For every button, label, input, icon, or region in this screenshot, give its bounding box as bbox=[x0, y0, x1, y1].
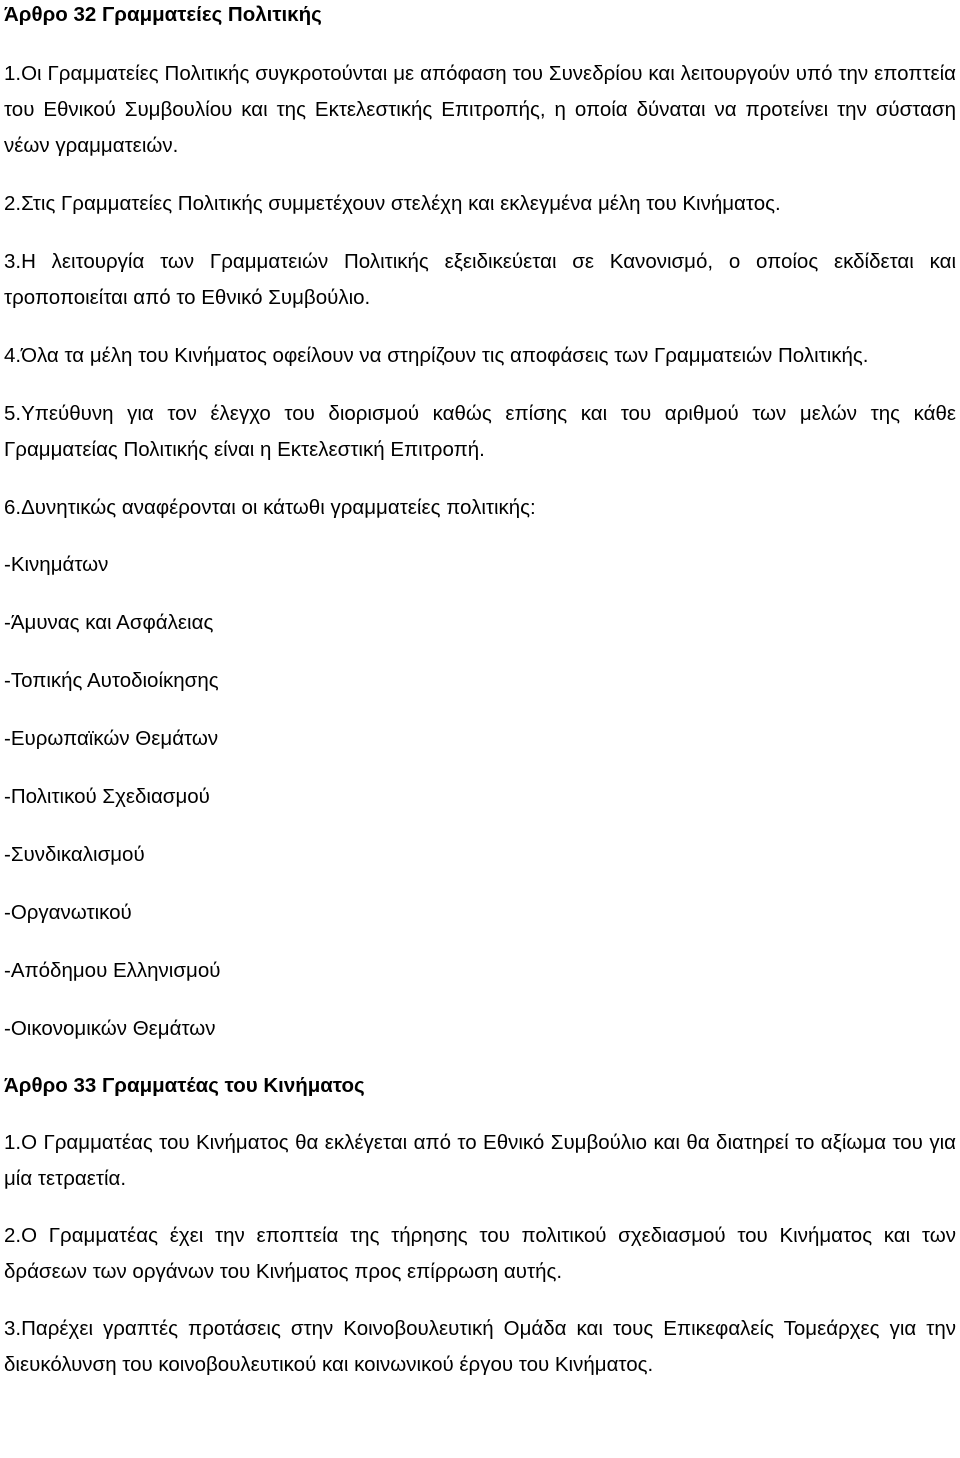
list-item: -Κινημάτων bbox=[4, 553, 109, 576]
list-item: -Απόδημου Ελληνισμού bbox=[4, 959, 221, 982]
article-32-paragraph-1: 1.Οι Γραμματείες Πολιτικής συγκροτούνται με απόφαση του Συνεδρίου και λειτουργούν υπό την εποπτεία του Εθνικού Συμβουλίου και της Εκτελεστικής Επιτροπής, η οποία δύναται να προτείνει την σύσταση νέων γραμματειών. bbox=[4, 62, 956, 157]
list-item: -Συνδικαλισμού bbox=[4, 843, 145, 866]
article-32-paragraph-4: 4.Όλα τα μέλη του Κινήματος οφείλουν να στηρίζουν τις αποφάσεις των Γραμματειών Πολιτικής. bbox=[4, 344, 869, 367]
article-33-paragraph-2: 2.Ο Γραμματέας έχει την εποπτεία της τήρησης του πολιτικού σχεδιασμού του Κινήματος και των δράσεων των οργάνων του Κινήματος προς επίρρωση αυτής. bbox=[4, 1224, 956, 1283]
list-item: -Άμυνας και Ασφάλειας bbox=[4, 611, 214, 634]
list-item: -Τοπικής Αυτοδιοίκησης bbox=[4, 669, 219, 692]
article-33-title: Άρθρο 33 Γραμματέας του Κινήματος bbox=[4, 1074, 365, 1097]
article-33-paragraph-3: 3.Παρέχει γραπτές προτάσεις στην Κοινοβουλευτική Ομάδα και τους Επικεφαλείς Τομεάρχες για την διευκόλυνση του κοινοβουλευτικού και κοινωνικού έργου του Κινήματος. bbox=[4, 1317, 956, 1376]
list-item: -Οικονομικών Θεμάτων bbox=[4, 1017, 216, 1040]
list-item: -Ευρωπαϊκών Θεμάτων bbox=[4, 727, 219, 750]
article-32-paragraph-6: 6.Δυνητικώς αναφέρονται οι κάτωθι γραμματείες πολιτικής: bbox=[4, 496, 536, 519]
article-32-paragraph-5: 5.Υπεύθυνη για τον έλεγχο του διορισμού καθώς επίσης και του αριθμού των μελών της κάθε Γραμματείας Πολιτικής είναι η Εκτελεστική Επιτροπή. bbox=[4, 402, 956, 461]
list-item: -Οργανωτικού bbox=[4, 901, 132, 924]
article-32-paragraph-2: 2.Στις Γραμματείες Πολιτικής συμμετέχουν στελέχη και εκλεγμένα μέλη του Κινήματος. bbox=[4, 192, 781, 215]
article-33-paragraph-1: 1.Ο Γραμματέας του Κινήματος θα εκλέγεται από το Εθνικό Συμβούλιο και θα διατηρεί το αξίωμα του για μία τετραετία. bbox=[4, 1131, 956, 1190]
article-32-title: Άρθρο 32 Γραμματείες Πολιτικής bbox=[4, 3, 322, 26]
secretariats-list bbox=[4, 547, 956, 1047]
article-32-paragraph-3: 3.Η λειτουργία των Γραμματειών Πολιτικής εξειδικεύεται σε Κανονισμό, ο οποίος εκδίδεται και τροποποιείται από το Εθνικό Συμβούλιο. bbox=[4, 250, 956, 309]
list-item: -Πολιτικού Σχεδιασμού bbox=[4, 785, 210, 808]
